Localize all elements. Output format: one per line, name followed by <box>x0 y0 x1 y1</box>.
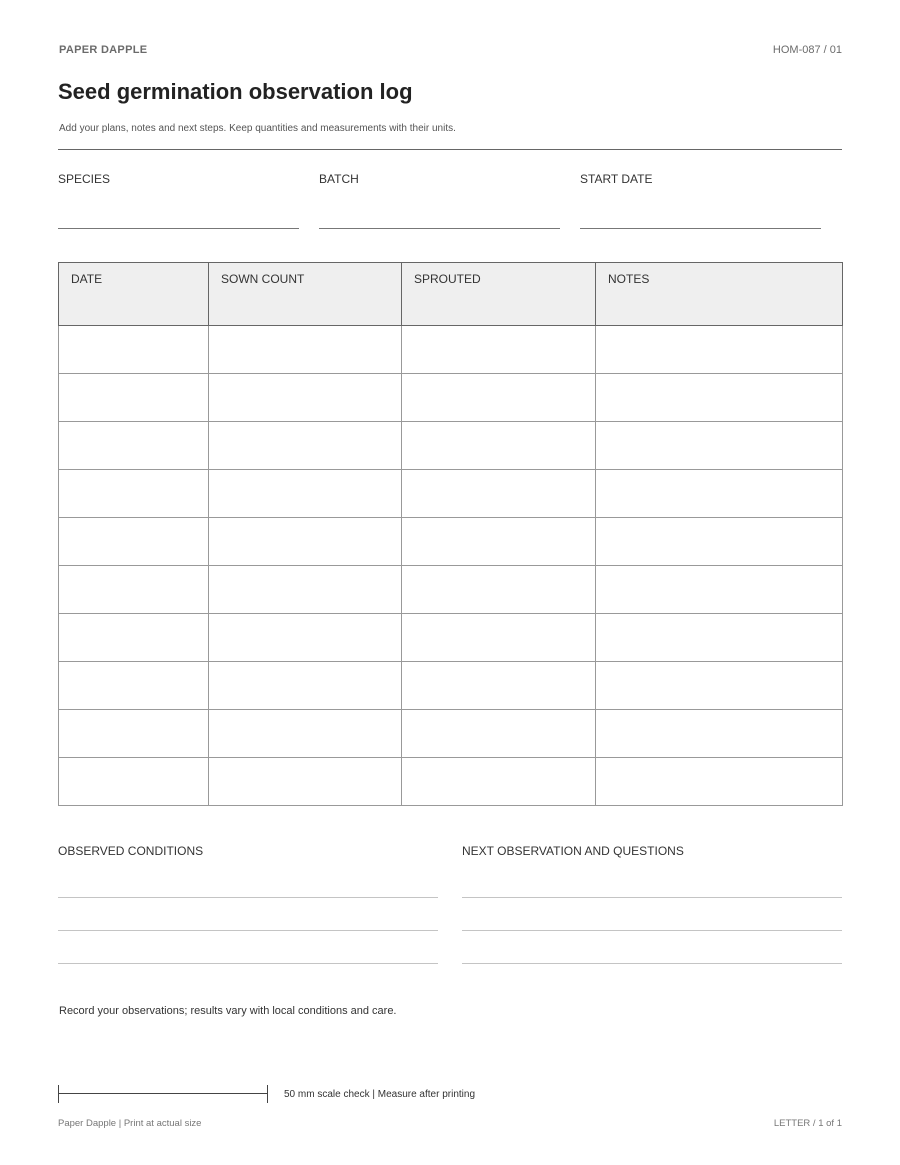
batch-write-line[interactable] <box>319 228 560 229</box>
table-cell[interactable] <box>209 518 402 566</box>
footer-left: Paper Dapple | Print at actual size <box>58 1118 202 1129</box>
start-date-label: START DATE <box>580 172 653 186</box>
brand-name: PAPER DAPPLE <box>59 44 148 56</box>
table-cell[interactable] <box>209 422 402 470</box>
table-cell[interactable] <box>59 422 209 470</box>
column-header-notes: NOTES <box>596 263 843 326</box>
column-header-sprouted: SPROUTED <box>402 263 596 326</box>
page-subtitle: Add your plans, notes and next steps. Keep quantities and measurements with their units. <box>59 123 456 134</box>
table-header-row <box>59 263 843 326</box>
table-row <box>59 614 843 662</box>
table-cell[interactable] <box>402 374 596 422</box>
table-cell[interactable] <box>209 374 402 422</box>
observation-table <box>58 262 843 806</box>
batch-label: BATCH <box>319 172 359 186</box>
batch-field[interactable] <box>319 172 560 186</box>
table-cell[interactable] <box>59 518 209 566</box>
disclaimer-note: Record your observations; results vary with local conditions and care. <box>59 1005 397 1017</box>
table-cell[interactable] <box>596 470 843 518</box>
table-cell[interactable] <box>209 614 402 662</box>
table-cell[interactable] <box>596 614 843 662</box>
table-cell[interactable] <box>402 566 596 614</box>
table-cell[interactable] <box>596 326 843 374</box>
writing-line[interactable] <box>58 930 438 931</box>
table-cell[interactable] <box>596 374 843 422</box>
table-cell[interactable] <box>209 758 402 806</box>
writing-line[interactable] <box>462 963 842 964</box>
form-code: HOM-087 / 01 <box>772 44 842 56</box>
table-row <box>59 470 843 518</box>
start-date-field[interactable] <box>580 172 821 186</box>
column-header-date: DATE <box>59 263 209 326</box>
table-row <box>59 518 843 566</box>
table-cell[interactable] <box>596 422 843 470</box>
table-cell[interactable] <box>209 710 402 758</box>
table-cell[interactable] <box>402 710 596 758</box>
table-row <box>59 374 843 422</box>
writing-line[interactable] <box>462 897 842 898</box>
table-cell[interactable] <box>402 662 596 710</box>
table-cell[interactable] <box>402 614 596 662</box>
table-cell[interactable] <box>209 470 402 518</box>
species-write-line[interactable] <box>58 228 299 229</box>
column-header-sown-count: SOWN COUNT <box>209 263 402 326</box>
table-row <box>59 662 843 710</box>
table-cell[interactable] <box>209 662 402 710</box>
table-cell[interactable] <box>402 518 596 566</box>
table-cell[interactable] <box>402 326 596 374</box>
table-cell[interactable] <box>596 566 843 614</box>
footer-right: LETTER / 1 of 1 <box>773 1118 842 1129</box>
table-cell[interactable] <box>209 326 402 374</box>
scale-tick-left <box>58 1085 59 1103</box>
table-cell[interactable] <box>209 566 402 614</box>
scale-line <box>58 1093 268 1094</box>
writing-line[interactable] <box>462 930 842 931</box>
scale-caption: 50 mm scale check | Measure after printing <box>284 1089 476 1100</box>
observed-conditions-label: OBSERVED CONDITIONS <box>58 844 204 858</box>
species-label: SPECIES <box>58 172 111 186</box>
table-cell[interactable] <box>402 422 596 470</box>
table-cell[interactable] <box>596 662 843 710</box>
table-cell[interactable] <box>59 374 209 422</box>
next-observation-section <box>462 844 842 858</box>
writing-line[interactable] <box>58 897 438 898</box>
table-cell[interactable] <box>402 470 596 518</box>
table-row <box>59 758 843 806</box>
start-date-write-line[interactable] <box>580 228 821 229</box>
table-row <box>59 326 843 374</box>
table-cell[interactable] <box>402 758 596 806</box>
page-title: Seed germination observation log <box>58 79 413 104</box>
table-cell[interactable] <box>59 470 209 518</box>
table-row <box>59 710 843 758</box>
table-cell[interactable] <box>596 710 843 758</box>
scale-tick-right <box>267 1085 268 1103</box>
table-cell[interactable] <box>596 758 843 806</box>
table-body <box>59 326 843 806</box>
observed-conditions-section <box>58 844 438 858</box>
table-cell[interactable] <box>59 326 209 374</box>
next-observation-label: NEXT OBSERVATION AND QUESTIONS <box>462 844 684 858</box>
table-cell[interactable] <box>59 710 209 758</box>
writing-line[interactable] <box>58 963 438 964</box>
table-row <box>59 422 843 470</box>
table-cell[interactable] <box>59 662 209 710</box>
header-divider <box>58 149 842 150</box>
table-cell[interactable] <box>59 566 209 614</box>
table-cell[interactable] <box>59 758 209 806</box>
table-cell[interactable] <box>59 614 209 662</box>
table-cell[interactable] <box>596 518 843 566</box>
species-field[interactable] <box>58 172 299 186</box>
scale-bar <box>58 1085 268 1103</box>
table-row <box>59 566 843 614</box>
